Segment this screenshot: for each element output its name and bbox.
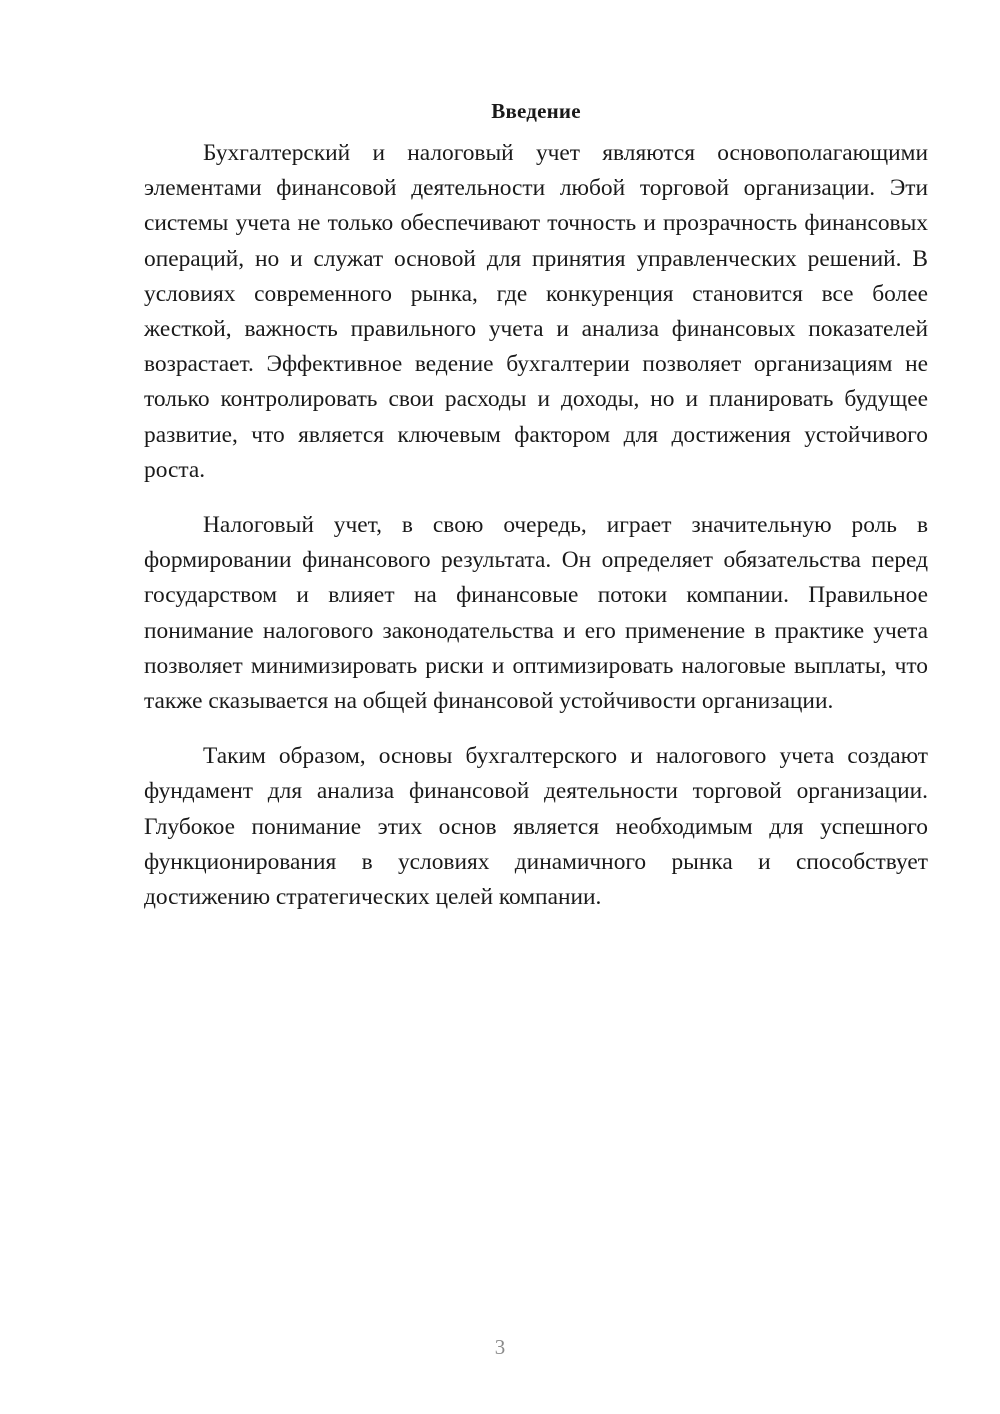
paragraph-accounting: Бухгалтерский и налоговый учет являются основополагающими элементами финансовой деятельности любой торговой организации. Эти системы учета не только обеспечивают точность и прозрачность финансовых операций, но и служат основой для принятия управленческих решений. В условиях современного рынка, где конкуренция становится все более жесткой, важность правильного учета и анализа финансовых показателей возрастает. Эффективное ведение бухгалтерии позволяет организациям не только контролировать свои расходы и доходы, но и планировать будущее развитие, что является ключевым фактором для достижения устойчивого роста. <box>144 140 928 483</box>
page-content <box>144 96 928 935</box>
paragraph-tax-accounting: Налоговый учет, в свою очередь, играет значительную роль в формировании финансового результата. Он определяет обязательства перед государством и влияет на финансовые потоки компании. Правильное понимание налогового законодательства и его применение в практике учета позволяет минимизировать риски и оптимизировать налоговые выплаты, что также сказывается на общей финансовой устойчивости организации. <box>144 512 928 715</box>
section-title: Введение <box>491 99 581 123</box>
paragraph-conclusion: Таким образом, основы бухгалтерского и налогового учета создают фундамент для анализа финансовой деятельности торговой организации. Глубокое понимание этих основ является необходимым для успешного функционирования в условиях динамичного рынка и способствует достижению стратегических целей компании. <box>144 743 928 911</box>
page-number: 3 <box>494 1335 506 1359</box>
